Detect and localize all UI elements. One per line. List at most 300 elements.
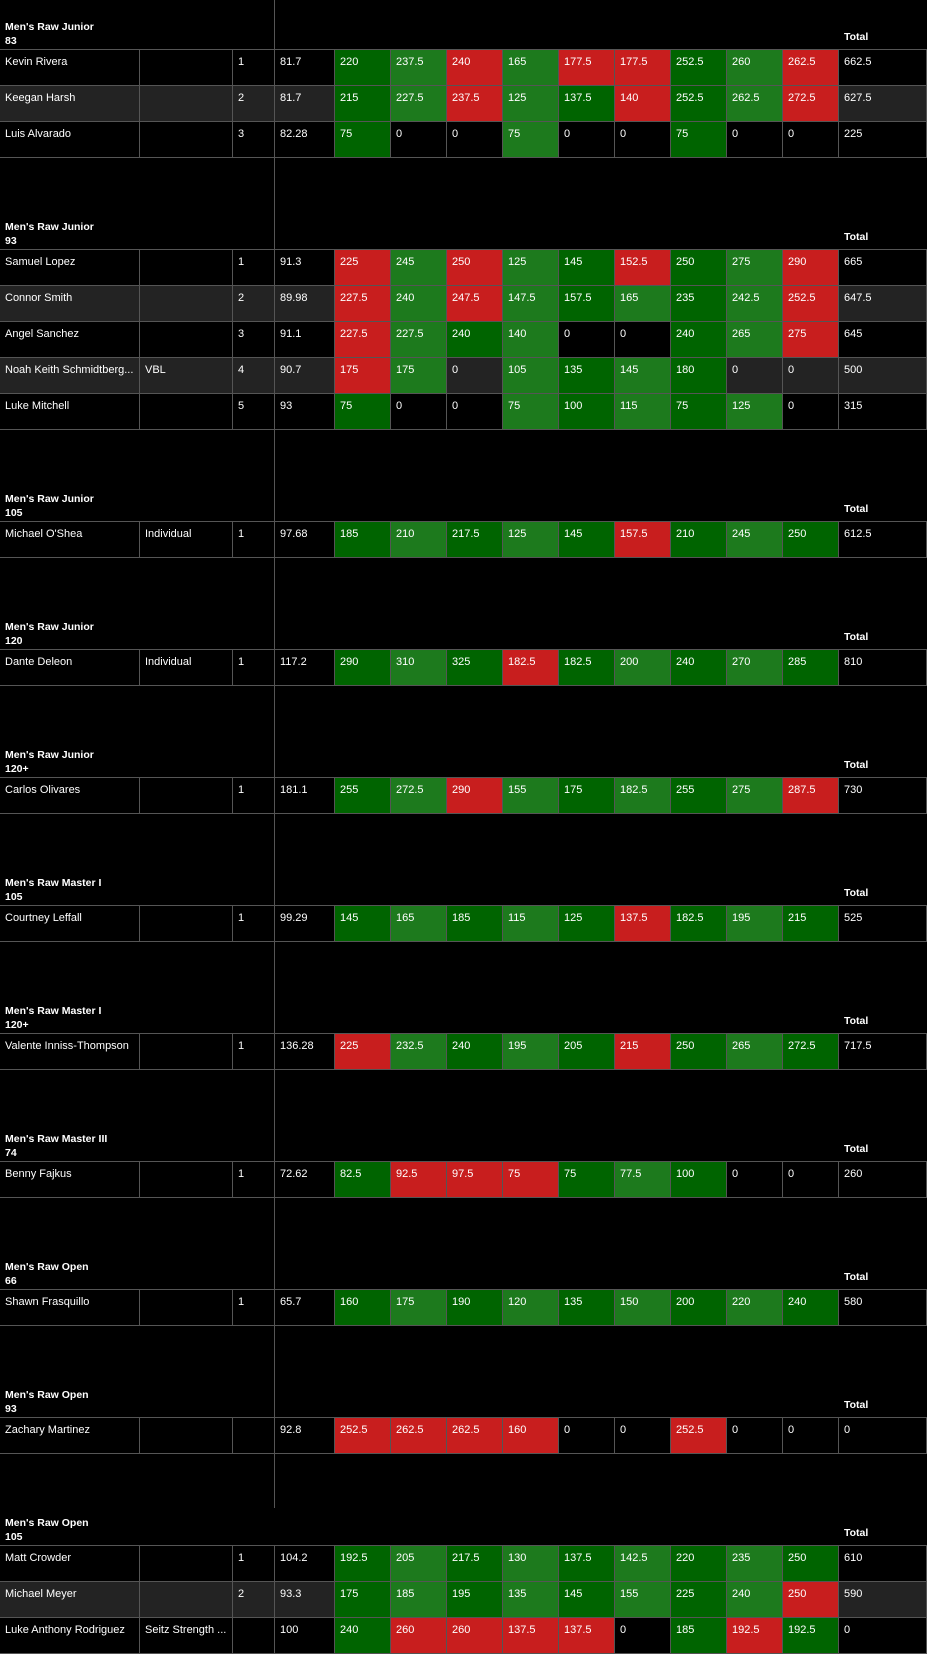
attempt-cell: 157.5	[615, 522, 671, 557]
attempt-cell: 177.5	[615, 50, 671, 85]
attempt-cell: 290	[335, 650, 391, 685]
group-bottom-border	[0, 1069, 927, 1070]
total-header: Total	[844, 503, 869, 515]
attempt-cell: 240	[447, 322, 503, 357]
attempt-cell: 137.5	[559, 1546, 615, 1581]
attempt-cell: 150	[615, 1290, 671, 1325]
attempt-cell: 217.5	[447, 1546, 503, 1581]
attempt-cell: 190	[447, 1290, 503, 1325]
lifter-name: Valente Inniss-Thompson	[0, 1034, 140, 1069]
division-name: Men's Raw Master I	[5, 1005, 102, 1017]
attempt-cell: 145	[335, 906, 391, 941]
attempt-cell: 142.5	[615, 1546, 671, 1581]
attempt-cell: 285	[783, 650, 839, 685]
attempt-cell: 137.5	[559, 1618, 615, 1653]
attempt-cell: 290	[783, 250, 839, 285]
attempt-cell: 125	[559, 906, 615, 941]
lifter-place: 1	[233, 1290, 275, 1325]
attempt-cell: 255	[671, 778, 727, 813]
attempt-cell: 0	[391, 122, 447, 157]
attempt-cell: 152.5	[615, 250, 671, 285]
attempt-cell: 0	[727, 122, 783, 157]
group-bottom-border	[0, 429, 927, 430]
attempt-cell: 250	[671, 1034, 727, 1069]
attempt-cell: 75	[671, 394, 727, 429]
attempt-cell: 180	[671, 358, 727, 393]
lifter-name: Angel Sanchez	[0, 322, 140, 357]
lifter-place	[233, 1618, 275, 1653]
lifter-team	[140, 1546, 233, 1581]
attempt-cell: 210	[671, 522, 727, 557]
attempt-cell: 205	[391, 1546, 447, 1581]
division-name: Men's Raw Junior	[5, 621, 94, 633]
attempt-cell: 165	[391, 906, 447, 941]
attempt-cell: 250	[783, 522, 839, 557]
lifter-row[interactable]	[0, 1033, 927, 1069]
lifter-total: 0	[839, 1618, 927, 1653]
attempt-cell: 265	[727, 1034, 783, 1069]
lifter-name: Samuel Lopez	[0, 250, 140, 285]
attempt-cell: 77.5	[615, 1162, 671, 1197]
attempt-cell: 175	[335, 358, 391, 393]
attempt-cell: 220	[671, 1546, 727, 1581]
attempt-cell: 252.5	[671, 50, 727, 85]
attempt-cell: 0	[391, 394, 447, 429]
weight-class: 120	[5, 635, 23, 647]
lifter-total: 730	[839, 778, 927, 813]
lifter-team	[140, 250, 233, 285]
attempt-cell: 182.5	[503, 650, 559, 685]
attempt-cell: 92.5	[391, 1162, 447, 1197]
weight-class: 93	[5, 235, 17, 247]
attempt-cell: 100	[671, 1162, 727, 1197]
attempt-cell: 252.5	[671, 1418, 727, 1453]
attempt-cell: 125	[727, 394, 783, 429]
attempt-cell: 240	[335, 1618, 391, 1653]
attempt-cell: 175	[335, 1582, 391, 1617]
lifter-name: Carlos Olivares	[0, 778, 140, 813]
attempt-cell: 237.5	[447, 86, 503, 121]
attempt-cell: 0	[447, 394, 503, 429]
attempt-cell: 125	[503, 250, 559, 285]
attempt-cell: 225	[671, 1582, 727, 1617]
column-divider	[274, 0, 275, 1508]
lifter-name: Noah Keith Schmidtberg...	[0, 358, 140, 393]
lifter-bodyweight: 91.1	[275, 322, 335, 357]
attempt-cell: 185	[671, 1618, 727, 1653]
attempt-cell: 255	[335, 778, 391, 813]
attempt-cell: 0	[615, 1618, 671, 1653]
lifter-name: Connor Smith	[0, 286, 140, 321]
lifter-total: 525	[839, 906, 927, 941]
lifter-row[interactable]	[0, 1617, 927, 1653]
attempt-cell: 252.5	[783, 286, 839, 321]
lifter-name: Kevin Rivera	[0, 50, 140, 85]
attempt-cell: 155	[503, 778, 559, 813]
attempt-cell: 182.5	[615, 778, 671, 813]
attempt-cell: 310	[391, 650, 447, 685]
attempt-cell: 100	[559, 394, 615, 429]
lifter-bodyweight: 90.7	[275, 358, 335, 393]
division-name: Men's Raw Open	[5, 1389, 89, 1401]
attempt-cell: 237.5	[391, 50, 447, 85]
lifter-total: 260	[839, 1162, 927, 1197]
attempt-cell: 0	[615, 322, 671, 357]
lifter-name: Luis Alvarado	[0, 122, 140, 157]
lifter-name: Dante Deleon	[0, 650, 140, 685]
attempt-cell: 225	[335, 250, 391, 285]
lifter-place: 1	[233, 1162, 275, 1197]
group-bottom-border	[0, 813, 927, 814]
weight-class: 105	[5, 891, 23, 903]
lifter-place: 2	[233, 86, 275, 121]
lifter-team: VBL	[140, 358, 233, 393]
lifter-row[interactable]	[0, 85, 927, 121]
attempt-cell: 0	[615, 122, 671, 157]
attempt-cell: 160	[335, 1290, 391, 1325]
lifter-bodyweight: 104.2	[275, 1546, 335, 1581]
attempt-cell: 240	[447, 50, 503, 85]
attempt-cell: 227.5	[335, 286, 391, 321]
attempt-cell: 250	[783, 1546, 839, 1581]
lifter-place: 1	[233, 778, 275, 813]
lifter-place: 3	[233, 322, 275, 357]
attempt-cell: 272.5	[783, 1034, 839, 1069]
lifter-total: 610	[839, 1546, 927, 1581]
lifter-total: 500	[839, 358, 927, 393]
lifter-row[interactable]	[0, 357, 927, 393]
attempt-cell: 275	[727, 778, 783, 813]
attempt-cell: 137.5	[503, 1618, 559, 1653]
attempt-cell: 195	[727, 906, 783, 941]
attempt-cell: 0	[447, 358, 503, 393]
attempt-cell: 227.5	[391, 322, 447, 357]
attempt-cell: 272.5	[783, 86, 839, 121]
lifter-total: 647.5	[839, 286, 927, 321]
attempt-cell: 250	[671, 250, 727, 285]
attempt-cell: 0	[727, 358, 783, 393]
attempt-cell: 210	[391, 522, 447, 557]
lifter-name: Shawn Frasquillo	[0, 1290, 140, 1325]
attempt-cell: 220	[335, 50, 391, 85]
attempt-cell: 227.5	[335, 322, 391, 357]
attempt-cell: 105	[503, 358, 559, 393]
attempt-cell: 250	[447, 250, 503, 285]
lifter-bodyweight: 92.8	[275, 1418, 335, 1453]
attempt-cell: 192.5	[783, 1618, 839, 1653]
weight-class: 74	[5, 1147, 17, 1159]
attempt-cell: 240	[783, 1290, 839, 1325]
weight-class: 93	[5, 1403, 17, 1415]
weight-class: 120+	[5, 763, 29, 775]
attempt-cell: 0	[783, 358, 839, 393]
lifter-place: 2	[233, 286, 275, 321]
lifter-total: 627.5	[839, 86, 927, 121]
lifter-total: 612.5	[839, 522, 927, 557]
attempt-cell: 120	[503, 1290, 559, 1325]
lifter-row[interactable]	[0, 1417, 927, 1453]
lifter-team	[140, 906, 233, 941]
lifter-name: Michael O'Shea	[0, 522, 140, 557]
lifter-bodyweight: 82.28	[275, 122, 335, 157]
total-header: Total	[844, 1015, 869, 1027]
total-header: Total	[844, 1527, 869, 1539]
lifter-bodyweight: 81.7	[275, 86, 335, 121]
attempt-cell: 232.5	[391, 1034, 447, 1069]
attempt-cell: 135	[559, 358, 615, 393]
attempt-cell: 115	[615, 394, 671, 429]
lifter-team	[140, 286, 233, 321]
attempt-cell: 192.5	[335, 1546, 391, 1581]
attempt-cell: 240	[447, 1034, 503, 1069]
attempt-cell: 195	[503, 1034, 559, 1069]
lifter-bodyweight: 89.98	[275, 286, 335, 321]
division-name: Men's Raw Junior	[5, 493, 94, 505]
attempt-cell: 245	[727, 522, 783, 557]
attempt-cell: 242.5	[727, 286, 783, 321]
lifter-row[interactable]	[0, 121, 927, 157]
attempt-cell: 0	[727, 1418, 783, 1453]
lifter-total: 662.5	[839, 50, 927, 85]
attempt-cell: 252.5	[671, 86, 727, 121]
attempt-cell: 140	[503, 322, 559, 357]
lifter-place: 2	[233, 1582, 275, 1617]
attempt-cell: 0	[559, 322, 615, 357]
attempt-cell: 265	[727, 322, 783, 357]
attempt-cell: 195	[447, 1582, 503, 1617]
lifter-place	[233, 1418, 275, 1453]
lifter-bodyweight: 72.62	[275, 1162, 335, 1197]
lifter-row[interactable]	[0, 1581, 927, 1617]
division-name: Men's Raw Junior	[5, 221, 94, 233]
attempt-cell: 200	[671, 1290, 727, 1325]
lifter-name: Keegan Harsh	[0, 86, 140, 121]
attempt-cell: 220	[727, 1290, 783, 1325]
lifter-team	[140, 1162, 233, 1197]
lifter-row[interactable]	[0, 1289, 927, 1325]
group-bottom-border	[0, 1453, 927, 1454]
attempt-cell: 262.5	[447, 1418, 503, 1453]
lifter-place: 1	[233, 650, 275, 685]
attempt-cell: 250	[783, 1582, 839, 1617]
lifter-team	[140, 322, 233, 357]
attempt-cell: 287.5	[783, 778, 839, 813]
attempt-cell: 325	[447, 650, 503, 685]
division-name: Men's Raw Junior	[5, 21, 94, 33]
attempt-cell: 240	[671, 322, 727, 357]
lifter-total: 225	[839, 122, 927, 157]
lifter-row[interactable]	[0, 777, 927, 813]
attempt-cell: 145	[559, 250, 615, 285]
attempt-cell: 75	[503, 1162, 559, 1197]
lifter-place: 1	[233, 906, 275, 941]
attempt-cell: 140	[615, 86, 671, 121]
attempt-cell: 262.5	[783, 50, 839, 85]
group-bottom-border	[0, 557, 927, 558]
attempt-cell: 262.5	[727, 86, 783, 121]
lifter-place: 5	[233, 394, 275, 429]
attempt-cell: 75	[335, 122, 391, 157]
lifter-name: Matt Crowder	[0, 1546, 140, 1581]
attempt-cell: 0	[447, 122, 503, 157]
attempt-cell: 245	[391, 250, 447, 285]
attempt-cell: 160	[503, 1418, 559, 1453]
lifter-row[interactable]	[0, 905, 927, 941]
group-bottom-border	[0, 941, 927, 942]
lifter-bodyweight: 117.2	[275, 650, 335, 685]
attempt-cell: 175	[391, 1290, 447, 1325]
attempt-cell: 165	[503, 50, 559, 85]
lifter-bodyweight: 93	[275, 394, 335, 429]
lifter-row[interactable]	[0, 321, 927, 357]
weight-class: 120+	[5, 1019, 29, 1031]
lifter-place: 1	[233, 522, 275, 557]
attempt-cell: 157.5	[559, 286, 615, 321]
lifter-name: Benny Fajkus	[0, 1162, 140, 1197]
attempt-cell: 260	[727, 50, 783, 85]
division-name: Men's Raw Master I	[5, 877, 102, 889]
attempt-cell: 125	[503, 86, 559, 121]
attempt-cell: 217.5	[447, 522, 503, 557]
attempt-cell: 215	[615, 1034, 671, 1069]
lifter-row[interactable]	[0, 285, 927, 321]
lifter-row[interactable]	[0, 49, 927, 85]
weight-class: 83	[5, 35, 17, 47]
lifter-place: 1	[233, 250, 275, 285]
lifter-name: Courtney Leffall	[0, 906, 140, 941]
attempt-cell: 75	[559, 1162, 615, 1197]
lifter-team	[140, 122, 233, 157]
total-header: Total	[844, 631, 869, 643]
lifter-team	[140, 50, 233, 85]
total-header: Total	[844, 231, 869, 243]
attempt-cell: 240	[727, 1582, 783, 1617]
lifter-row[interactable]	[0, 393, 927, 429]
attempt-cell: 0	[559, 122, 615, 157]
lifter-bodyweight: 93.3	[275, 1582, 335, 1617]
lifter-team	[140, 394, 233, 429]
attempt-cell: 0	[783, 1162, 839, 1197]
lifter-total: 665	[839, 250, 927, 285]
attempt-cell: 275	[727, 250, 783, 285]
division-name: Men's Raw Open	[5, 1261, 89, 1273]
attempt-cell: 82.5	[335, 1162, 391, 1197]
attempt-cell: 215	[335, 86, 391, 121]
lifter-total: 717.5	[839, 1034, 927, 1069]
total-header: Total	[844, 1271, 869, 1283]
lifter-place: 3	[233, 122, 275, 157]
group-bottom-border	[0, 685, 927, 686]
lifter-team: Individual	[140, 522, 233, 557]
attempt-cell: 75	[671, 122, 727, 157]
lifter-bodyweight: 81.7	[275, 50, 335, 85]
attempt-cell: 177.5	[559, 50, 615, 85]
attempt-cell: 130	[503, 1546, 559, 1581]
attempt-cell: 215	[783, 906, 839, 941]
total-header: Total	[844, 887, 869, 899]
lifter-team: Individual	[140, 650, 233, 685]
lifter-bodyweight: 97.68	[275, 522, 335, 557]
attempt-cell: 235	[727, 1546, 783, 1581]
group-bottom-border	[0, 1197, 927, 1198]
attempt-cell: 227.5	[391, 86, 447, 121]
attempt-cell: 247.5	[447, 286, 503, 321]
attempt-cell: 135	[559, 1290, 615, 1325]
lifter-bodyweight: 99.29	[275, 906, 335, 941]
group-bottom-border	[0, 1325, 927, 1326]
attempt-cell: 75	[335, 394, 391, 429]
attempt-cell: 272.5	[391, 778, 447, 813]
total-header: Total	[844, 31, 869, 43]
attempt-cell: 135	[503, 1582, 559, 1617]
lifter-row[interactable]	[0, 1161, 927, 1197]
lifter-name: Luke Mitchell	[0, 394, 140, 429]
attempt-cell: 182.5	[671, 906, 727, 941]
lifter-name: Luke Anthony Rodriguez	[0, 1618, 140, 1653]
attempt-cell: 0	[559, 1418, 615, 1453]
lifter-row[interactable]	[0, 649, 927, 685]
lifter-place: 1	[233, 1546, 275, 1581]
attempt-cell: 240	[391, 286, 447, 321]
attempt-cell: 270	[727, 650, 783, 685]
attempt-cell: 192.5	[727, 1618, 783, 1653]
attempt-cell: 155	[615, 1582, 671, 1617]
attempt-cell: 260	[391, 1618, 447, 1653]
group-bottom-border	[0, 157, 927, 158]
attempt-cell: 262.5	[391, 1418, 447, 1453]
lifter-bodyweight: 91.3	[275, 250, 335, 285]
lifter-name: Zachary Martinez	[0, 1418, 140, 1453]
attempt-cell: 125	[503, 522, 559, 557]
attempt-cell: 182.5	[559, 650, 615, 685]
attempt-cell: 175	[559, 778, 615, 813]
attempt-cell: 235	[671, 286, 727, 321]
lifter-row[interactable]	[0, 1545, 927, 1581]
attempt-cell: 260	[447, 1618, 503, 1653]
total-header: Total	[844, 1399, 869, 1411]
lifter-total: 810	[839, 650, 927, 685]
lifter-place: 1	[233, 1034, 275, 1069]
weight-class: 105	[5, 507, 23, 519]
division-name: Men's Raw Open	[5, 1517, 89, 1529]
lifter-bodyweight: 65.7	[275, 1290, 335, 1325]
lifter-team	[140, 778, 233, 813]
attempt-cell: 0	[615, 1418, 671, 1453]
attempt-cell: 137.5	[559, 86, 615, 121]
attempt-cell: 252.5	[335, 1418, 391, 1453]
attempt-cell: 240	[671, 650, 727, 685]
attempt-cell: 185	[391, 1582, 447, 1617]
attempt-cell: 185	[447, 906, 503, 941]
lifter-team: Seitz Strength ...	[140, 1618, 233, 1653]
attempt-cell: 225	[335, 1034, 391, 1069]
lifter-team	[140, 1034, 233, 1069]
attempt-cell: 145	[559, 522, 615, 557]
lifter-name: Michael Meyer	[0, 1582, 140, 1617]
division-name: Men's Raw Junior	[5, 749, 94, 761]
attempt-cell: 275	[783, 322, 839, 357]
lifter-bodyweight: 100	[275, 1618, 335, 1653]
attempt-cell: 175	[391, 358, 447, 393]
attempt-cell: 290	[447, 778, 503, 813]
lifter-row[interactable]	[0, 521, 927, 557]
attempt-cell: 0	[783, 394, 839, 429]
attempt-cell: 200	[615, 650, 671, 685]
lifter-team	[140, 1290, 233, 1325]
attempt-cell: 115	[503, 906, 559, 941]
lifter-row[interactable]	[0, 249, 927, 285]
attempt-cell: 0	[727, 1162, 783, 1197]
